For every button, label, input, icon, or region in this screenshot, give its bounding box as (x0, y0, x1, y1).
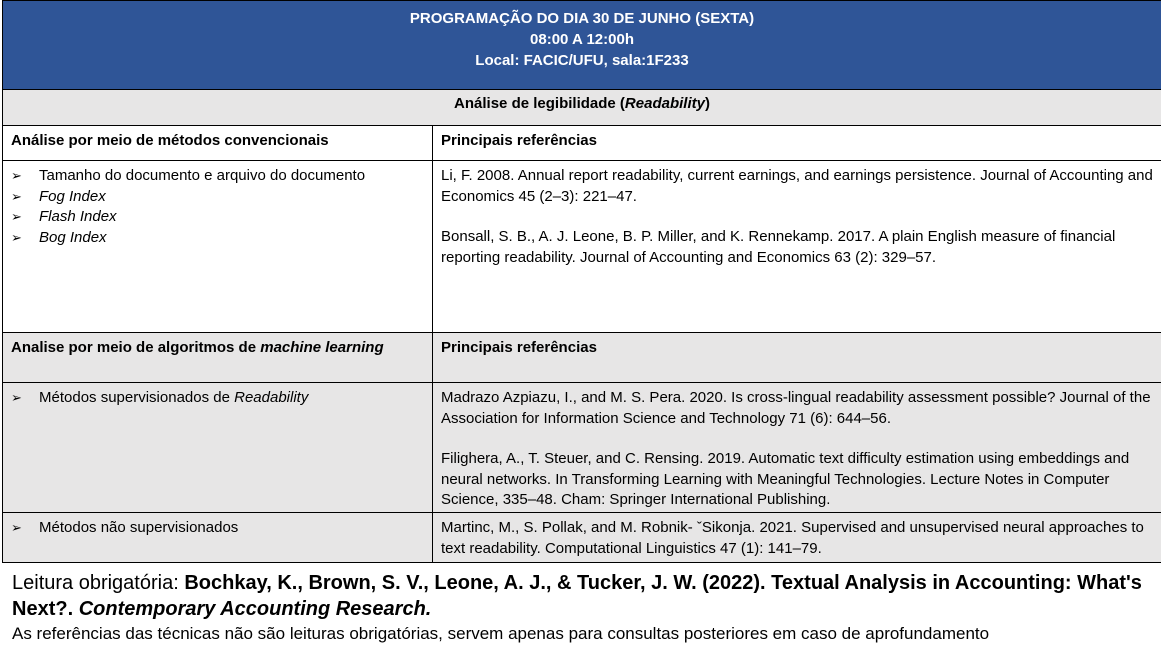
arrow-bullet-icon: ➢ (11, 168, 22, 183)
arrow-bullet-icon: ➢ (11, 390, 22, 405)
conventional-methods-list (3, 161, 433, 333)
footer-note: As referências das técnicas não são leituras obrigatórias, servem apenas para consultas posteriores em caso de aprofundamento (12, 624, 990, 643)
list-item: ➢ Métodos supervisionados de Readability (11, 388, 424, 409)
reference-item: Bonsall, S. B., A. J. Leone, B. P. Miller, and K. Rennekamp. 2017. A plain English measure of financial reporting readability. Journal of Accounting and Economics 63 (2): 329–57. (441, 228, 1116, 266)
section-subtitle (3, 90, 1161, 126)
arrow-bullet-icon: ➢ (11, 188, 22, 204)
arrow-bullet-icon: ➢ (11, 229, 22, 245)
arrow-bullet-icon: ➢ (11, 520, 22, 535)
references-heading-1: Principais referências (433, 126, 1161, 161)
list-item: ➢ Métodos não supervisionados (11, 518, 424, 539)
conventional-references (433, 161, 1161, 333)
unsupervised-methods-cell (3, 513, 433, 563)
ml-methods-heading: Analise por meio de algoritmos de machine learning (3, 333, 433, 383)
list-item: ➢ Fog Index (11, 187, 424, 208)
list-item: ➢ Bog Index (11, 228, 424, 249)
header-time: 08:00 A 12:00h (530, 31, 634, 48)
list-item: ➢ Tamanho do documento e arquivo do documento (11, 166, 424, 187)
mandatory-reading: Leitura obrigatória: Bochkay, K., Brown, S. V., Leone, A. J., & Tucker, J. W. (2022). Textual Analysis in Accounting: What's Next?. Contemporary Accounting Research. (12, 572, 1142, 620)
subtitle-prefix: Análise de legibilidade ( (454, 95, 625, 112)
supervised-methods-cell (3, 383, 433, 513)
reference-item: Madrazo Azpiazu, I., and M. S. Pera. 2020. Is cross-lingual readability assessment possible? Journal of the Association for Information Science and Technology 71 (6): 644–56. (441, 389, 1151, 427)
unsupervised-references (433, 513, 1161, 563)
subtitle-suffix: ) (704, 95, 710, 112)
reference-item: Filighera, A., T. Steuer, and C. Rensing. 2019. Automatic text difficulty estimation using embeddings and neural networks. In Transforming Learning with Meaningful Technologies. Lecture Notes in Computer Science, 335–48. Cham: Springer International Publishing. (441, 450, 1130, 508)
footer (12, 570, 1160, 645)
conventional-methods-heading: Análise por meio de métodos convencionais (3, 126, 433, 161)
reference-item: Martinc, M., S. Pollak, and M. Robnik- ˇSikonja. 2021. Supervised and unsupervised neural approaches to text readability. Computational Linguistics 47 (1): 141–79. (441, 519, 1144, 557)
arrow-bullet-icon: ➢ (11, 209, 22, 224)
header-title: PROGRAMAÇÃO DO DIA 30 DE JUNHO (SEXTA) (409, 10, 755, 27)
references-heading-2: Principais referências (433, 333, 1161, 383)
subtitle-italic: Readability (624, 95, 705, 112)
header-location: Local: FACIC/UFU, sala:1F233 (475, 52, 689, 69)
list-item: ➢ Flash Index (11, 207, 424, 228)
schedule-table (2, 0, 1161, 563)
reference-item: Li, F. 2008. Annual report readability, current earnings, and earnings persistence. Journal of Accounting and Economics 45 (2–3): 221–47. (441, 167, 1153, 205)
supervised-references (433, 383, 1161, 513)
header-banner (3, 1, 1161, 90)
